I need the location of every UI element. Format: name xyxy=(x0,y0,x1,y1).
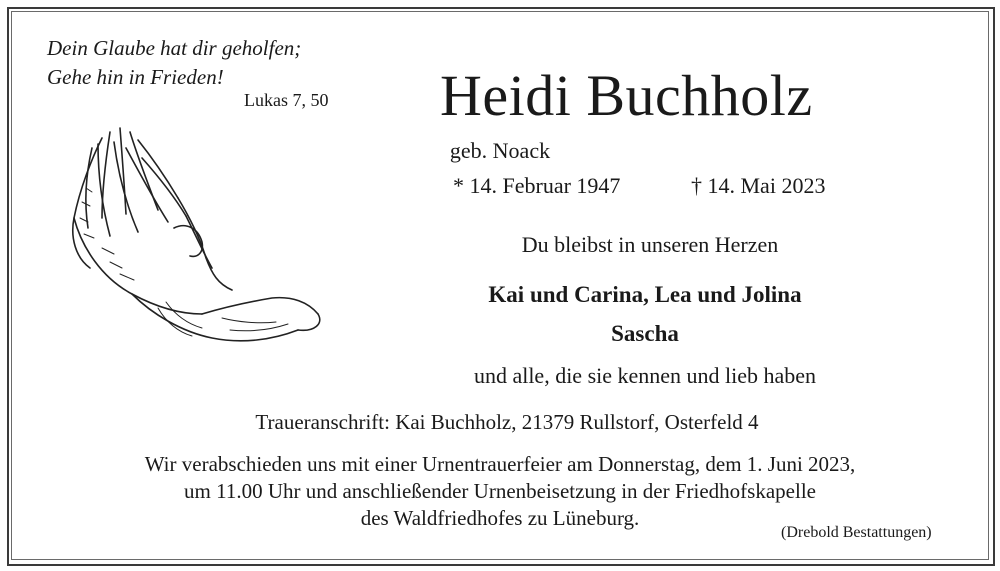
ceremony-line-3: des Waldfriedhofes zu Lüneburg. xyxy=(360,506,640,530)
motto-text: Du bleibst in unseren Herzen xyxy=(521,232,779,257)
birth-name: geb. Noack xyxy=(449,138,551,163)
undertaker-credit: (Drebold Bestattungen) xyxy=(781,524,932,541)
ceremony-line-1: Wir verabschieden uns mit einer Urnentrauerfeier am Donnerstag, dem 1. Juni 2023, xyxy=(144,452,856,476)
verse-line-1: Dein Glaube hat dir geholfen; xyxy=(47,36,302,60)
family-line-2: Sascha xyxy=(611,321,679,346)
family-line-1: Kai und Carina, Lea und Jolina xyxy=(488,282,802,307)
birth-date: * 14. Februar 1947 xyxy=(453,173,621,198)
deceased-name: Heidi Buchholz xyxy=(440,63,813,128)
death-date: † 14. Mai 2023 xyxy=(691,173,826,198)
bible-verse xyxy=(47,34,301,92)
ceremony-line-2: um 11.00 Uhr und anschließender Urnenbeisetzung in der Friedhofskapelle xyxy=(184,479,816,503)
family-others: und alle, die sie kennen und lieb haben xyxy=(473,363,817,388)
ceremony-text xyxy=(0,451,1000,532)
mourning-address: Traueranschrift: Kai Buchholz, 21379 Rullstorf, Osterfeld 4 xyxy=(255,410,759,434)
verse-reference: Lukas 7, 50 xyxy=(244,90,329,110)
verse-line-2: Gehe hin in Frieden! xyxy=(47,65,224,89)
